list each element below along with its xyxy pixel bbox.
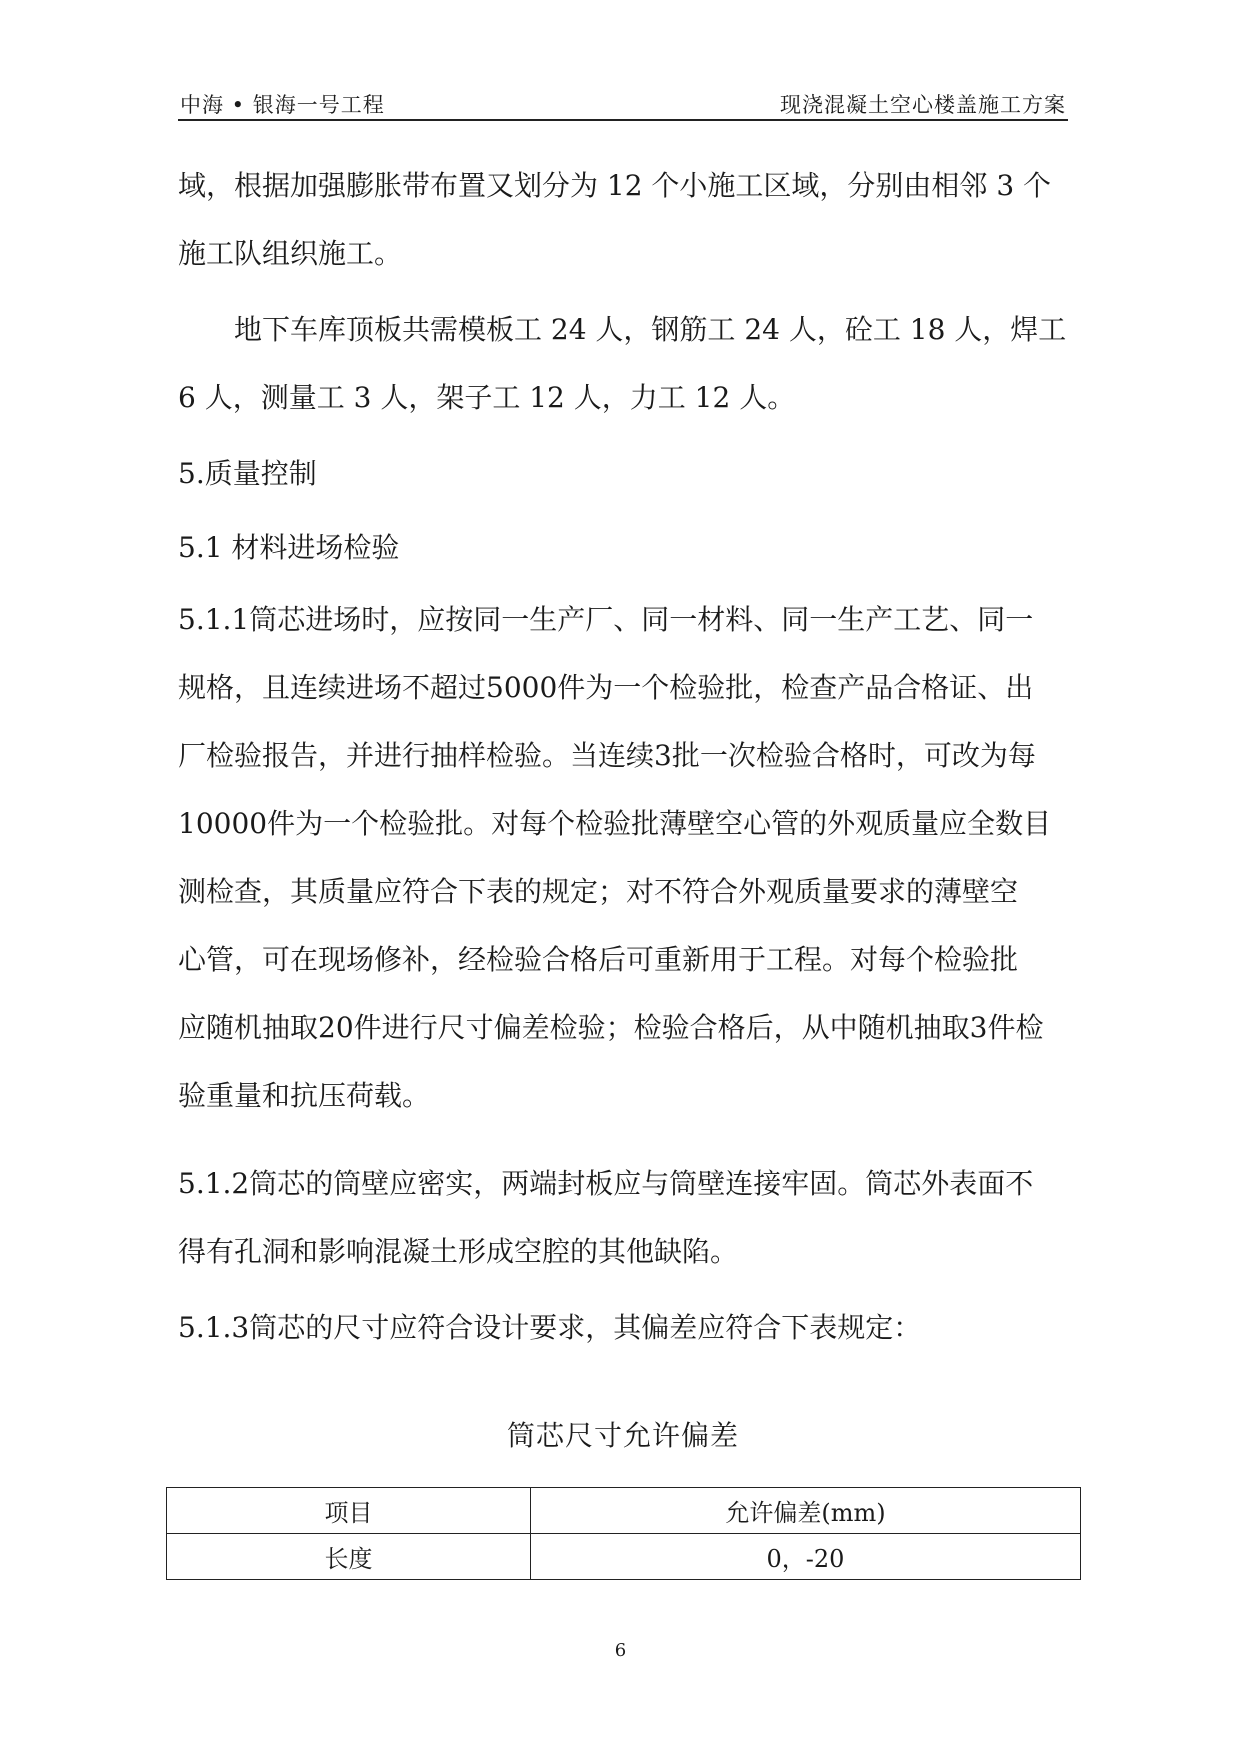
table-row xyxy=(167,1534,1081,1580)
subsection-heading xyxy=(178,514,1078,582)
text-line: 验重量和抗压荷载。 xyxy=(178,1079,431,1112)
section-heading xyxy=(178,440,1078,508)
table-cell: 0，-20 xyxy=(531,1534,1081,1580)
text-line: 6 人，测量工 3 人，架子工 12 人，力工 12 人。 xyxy=(178,381,796,414)
text-line: 10000件为一个检验批。对每个检验批薄壁空心管的外观质量应全数目 xyxy=(178,807,1052,840)
body-paragraph xyxy=(178,152,1078,288)
text-line: 5.1.3筒芯的尺寸应符合设计要求，其偏差应符合下表规定： xyxy=(178,1311,922,1344)
body-paragraph xyxy=(178,1294,1078,1362)
text-line: 5.1.2筒芯的筒壁应密实，两端封板应与筒壁连接牢固。筒芯外表面不 xyxy=(178,1167,1034,1200)
tolerance-table xyxy=(166,1487,1081,1580)
header-project-name: 中海 • 银海一号工程 xyxy=(180,93,385,117)
text-line: 域，根据加强膨胀带布置又划分为 12 个小施工区域，分别由相邻 3 个 xyxy=(178,169,1052,202)
body-paragraph xyxy=(178,1150,1078,1286)
header-document-title: 现浇混凝土空心楼盖施工方案 xyxy=(780,93,1066,117)
body-paragraph xyxy=(178,586,1078,1130)
heading-text: 5.质量控制 xyxy=(178,457,317,490)
table-header-cell: 允许偏差(mm) xyxy=(531,1488,1081,1534)
page-number: 6 xyxy=(614,1640,627,1661)
text-line: 应随机抽取20件进行尺寸偏差检验；检验合格后，从中随机抽取3件检 xyxy=(178,1011,1044,1044)
text-line: 得有孔洞和影响混凝土形成空腔的其他缺陷。 xyxy=(178,1235,739,1268)
heading-text: 5.1 材料进场检验 xyxy=(178,531,400,564)
text-line: 地下车库顶板共需模板工 24 人，钢筋工 24 人，砼工 18 人，焊工 xyxy=(178,313,1067,346)
text-line: 心管，可在现场修补，经检验合格后可重新用于工程。对每个检验批 xyxy=(178,943,1019,976)
text-line: 测检查，其质量应符合下表的规定；对不符合外观质量要求的薄壁空 xyxy=(178,875,1019,908)
page-header xyxy=(178,85,1068,121)
table-header-row xyxy=(167,1488,1081,1534)
table-cell: 长度 xyxy=(167,1534,531,1580)
body-paragraph xyxy=(178,296,1078,432)
text-line: 规格，且连续进场不超过5000件为一个检验批，检查产品合格证、出 xyxy=(178,671,1034,704)
text-line: 厂检验报告，并进行抽样检验。当连续3批一次检验合格时，可改为每 xyxy=(178,739,1036,772)
table-header-cell: 项目 xyxy=(167,1488,531,1534)
text-line: 施工队组织施工。 xyxy=(178,237,403,270)
text-line: 5.1.1筒芯进场时，应按同一生产厂、同一材料、同一生产工艺、同一 xyxy=(178,603,1034,636)
table-caption: 筒芯尺寸允许偏差 xyxy=(506,1419,739,1452)
